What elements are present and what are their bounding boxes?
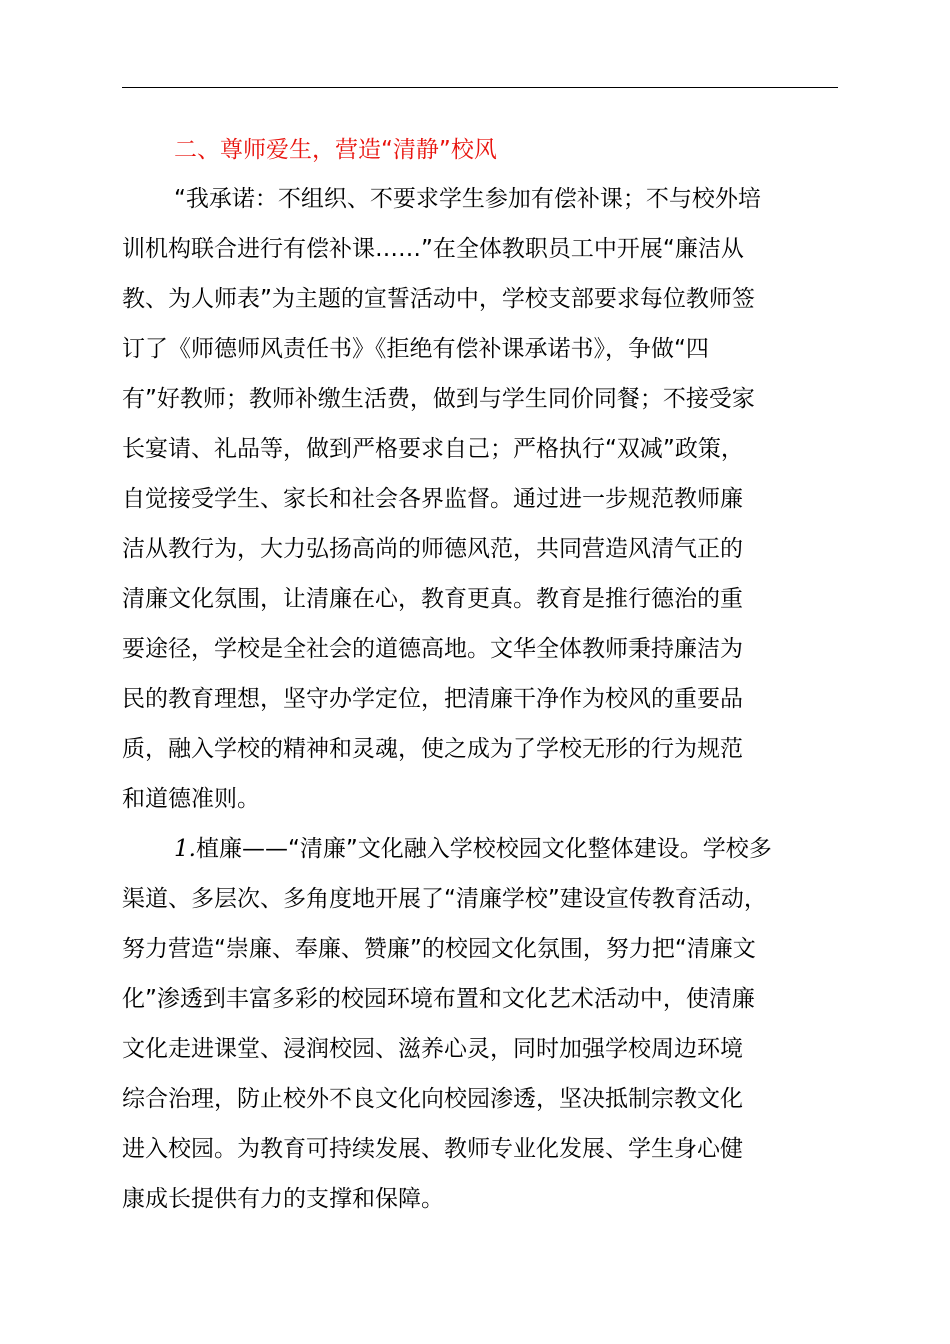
text-line: “我承诺：不组织、不要求学生参加有偿补课；不与校外培 — [174, 186, 761, 212]
document-body — [122, 126, 838, 1224]
text-line: 长宴请、礼品等，做到严格要求自己；严格执行“双减”政策， — [122, 436, 744, 462]
text-line: 洁从教行为，大力弘扬高尚的师德风范，共同营造风清气正的 — [122, 536, 743, 562]
paragraph-2 — [122, 824, 838, 1224]
text-line: 综合治理，防止校外不良文化向校园渗透，坚决抵制宗教文化 — [122, 1086, 743, 1112]
text-line: 进入校园。为教育可持续发展、教师专业化发展、学生身心健 — [122, 1136, 743, 1162]
text-line: 要途径，学校是全社会的道德高地。文华全体教师秉持廉洁为 — [122, 636, 743, 662]
text-line: 民的教育理想，坚守办学定位，把清廉干净作为校风的重要品 — [122, 686, 743, 712]
text-line: 康成长提供有力的支撑和保障。 — [122, 1186, 444, 1212]
text-line-content: 植廉——“清廉”文化融入学校校园文化整体建设。学校多 — [195, 836, 772, 862]
text-line: 文化走进课堂、浸润校园、滋养心灵，同时加强学校周边环境 — [122, 1036, 743, 1062]
paragraph-1 — [122, 174, 838, 824]
text-line: 渠道、多层次、多角度地开展了“清廉学校”建设宣传教育活动， — [122, 886, 767, 912]
text-line: 训机构联合进行有偿补课……”在全体教职员工中开展“廉洁从 — [122, 236, 744, 262]
text-line: 有”好教师；教师补缴生活费，做到与学生同价同餐；不接受家 — [122, 386, 755, 412]
text-line: 清廉文化氛围，让清廉在心，教育更真。教育是推行德治的重 — [122, 586, 743, 612]
text-line: 教、为人师表”为主题的宣誓活动中，学校支部要求每位教师签 — [122, 286, 755, 312]
header-rule — [122, 87, 838, 88]
section-heading: 二、尊师爱生，营造“清静”校风 — [174, 137, 497, 163]
text-line: 努力营造“崇廉、奉廉、赞廉”的校园文化氛围，努力把“清廉文 — [122, 936, 756, 962]
text-line: 化”渗透到丰富多彩的校园环境布置和文化艺术活动中，使清廉 — [122, 986, 755, 1012]
list-number: 1. — [174, 836, 196, 862]
text-line — [122, 824, 838, 874]
text-line: 自觉接受学生、家长和社会各界监督。通过进一步规范教师廉 — [122, 486, 743, 512]
text-line: 和道德准则。 — [122, 786, 260, 812]
text-line: 质，融入学校的精神和灵魂，使之成为了学校无形的行为规范 — [122, 736, 743, 762]
text-line: 订了《师德师风责任书》《拒绝有偿补课承诺书》，争做“四 — [122, 336, 709, 362]
